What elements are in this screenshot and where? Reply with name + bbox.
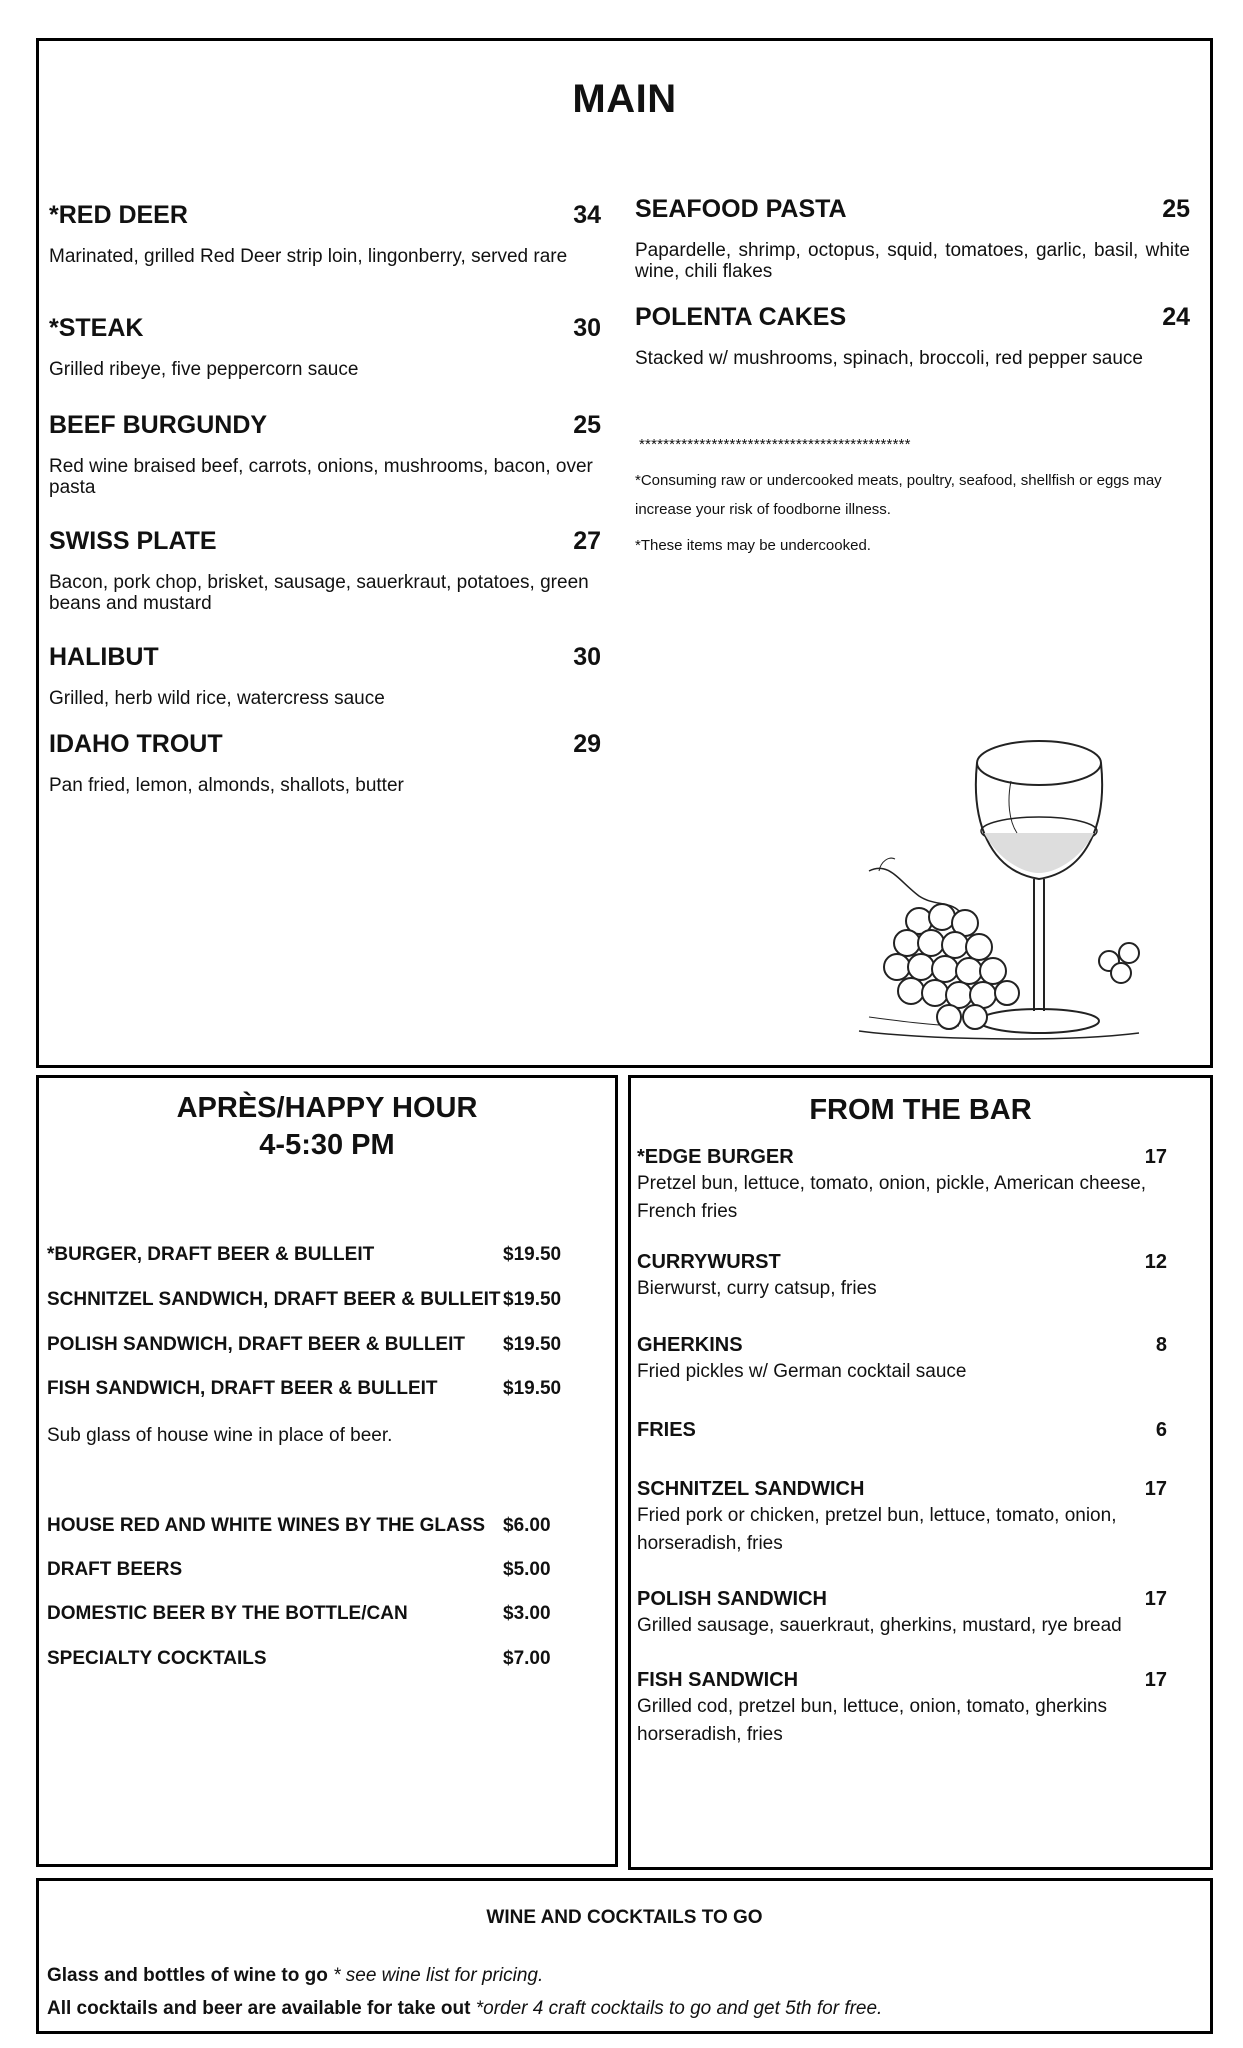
item-name: HALIBUT bbox=[49, 643, 159, 671]
bar-title: FROM THE BAR bbox=[809, 1094, 1032, 1126]
item-name: SWISS PLATE bbox=[49, 527, 217, 555]
item-name: BEEF BURGUNDY bbox=[49, 411, 268, 439]
item-name: FISH SANDWICH bbox=[637, 1669, 799, 1691]
undercooked-notice: *These items may be undercooked. bbox=[635, 537, 871, 554]
menu-item-seafood-pasta bbox=[635, 195, 1190, 282]
item-description: Grilled, herb wild rice, watercress sauce bbox=[49, 688, 385, 709]
bar-item-gherkins bbox=[637, 1334, 1167, 1386]
item-description: Marinated, grilled Red Deer strip loin, lingonberry, served rare bbox=[49, 246, 568, 267]
drink-price: $3.00 bbox=[503, 1603, 551, 1624]
drink-price: $5.00 bbox=[503, 1559, 551, 1580]
menu-item-swiss-plate bbox=[49, 527, 601, 614]
drink-price: $7.00 bbox=[503, 1648, 551, 1669]
item-description: Pretzel bun, lettuce, tomato, onion, pickle, American cheese, French fries bbox=[637, 1173, 1147, 1222]
happy-hour-title bbox=[39, 1090, 615, 1164]
combo-price: $19.50 bbox=[503, 1289, 562, 1310]
happy-hour-drink bbox=[47, 1515, 577, 1537]
item-name: SEAFOOD PASTA bbox=[635, 195, 847, 223]
combo-name: SCHNITZEL SANDWICH, DRAFT BEER & BULLEIT bbox=[47, 1289, 501, 1310]
bar-item-fries bbox=[637, 1419, 1167, 1442]
item-price: 24 bbox=[1162, 303, 1190, 331]
item-name: GHERKINS bbox=[637, 1334, 743, 1356]
happy-hour-combo bbox=[47, 1244, 577, 1266]
item-name: SCHNITZEL SANDWICH bbox=[637, 1478, 865, 1500]
item-description: Fried pork or chicken, pretzel bun, lettuce, tomato, onion, horseradish, fries bbox=[637, 1505, 1117, 1554]
item-name: FRIES bbox=[637, 1419, 696, 1441]
happy-hour-section bbox=[36, 1075, 618, 1867]
food-safety-notice: *Consuming raw or undercooked meats, poultry, seafood, shellfish or eggs may increase your risk of foodborne illness. bbox=[635, 472, 1162, 518]
item-price: 12 bbox=[1144, 1251, 1167, 1273]
happy-hour-drink bbox=[47, 1648, 577, 1670]
item-description: Bacon, pork chop, brisket, sausage, sauerkraut, potatoes, green beans and mustard bbox=[49, 572, 589, 614]
item-name: POLISH SANDWICH bbox=[637, 1588, 827, 1610]
item-price: 30 bbox=[573, 314, 601, 342]
bar-item-polish-sandwich bbox=[637, 1588, 1167, 1640]
item-price: 8 bbox=[1155, 1334, 1167, 1356]
drink-price: $6.00 bbox=[503, 1515, 551, 1536]
happy-hour-combo bbox=[47, 1378, 577, 1400]
item-name: POLENTA CAKES bbox=[635, 303, 847, 331]
wine-substitution-note: Sub glass of house wine in place of beer. bbox=[47, 1425, 393, 1446]
combo-name: FISH SANDWICH, DRAFT BEER & BULLEIT bbox=[47, 1378, 438, 1399]
item-price: 17 bbox=[1144, 1478, 1167, 1500]
wine-to-go-line bbox=[47, 1965, 543, 1987]
item-price: 29 bbox=[573, 730, 601, 758]
to-go-section bbox=[36, 1878, 1213, 2034]
menu-item-polenta-cakes bbox=[635, 303, 1190, 369]
item-price: 34 bbox=[573, 201, 601, 229]
drink-name: DOMESTIC BEER BY THE BOTTLE/CAN bbox=[47, 1603, 408, 1624]
menu-item-beef-burgundy bbox=[49, 411, 601, 498]
menu-item-halibut bbox=[49, 643, 601, 709]
menu-item-steak bbox=[49, 314, 601, 380]
item-price: 30 bbox=[573, 643, 601, 671]
happy-hour-time: 4-5:30 PM bbox=[259, 1129, 395, 1161]
combo-name: *BURGER, DRAFT BEER & BULLEIT bbox=[47, 1244, 375, 1265]
combo-price: $19.50 bbox=[503, 1244, 562, 1265]
combo-price: $19.50 bbox=[503, 1378, 562, 1399]
item-name: *RED DEER bbox=[49, 201, 188, 229]
bar-item-schnitzel-sandwich bbox=[637, 1478, 1167, 1558]
happy-hour-drink bbox=[47, 1603, 577, 1625]
item-price: 27 bbox=[573, 527, 601, 555]
happy-hour-combo bbox=[47, 1289, 577, 1311]
menu-item-red-deer bbox=[49, 201, 601, 267]
item-description: Grilled sausage, sauerkraut, gherkins, mustard, rye bread bbox=[637, 1615, 1122, 1636]
cocktails-to-go-note: *order 4 craft cocktails to go and get 5th for free. bbox=[470, 1998, 883, 2019]
cocktails-to-go-line bbox=[47, 1998, 882, 2020]
item-price: 6 bbox=[1155, 1419, 1167, 1441]
bar-item-edge-burger bbox=[637, 1146, 1167, 1226]
item-description: Grilled cod, pretzel bun, lettuce, onion, tomato, gherkins horseradish, fries bbox=[637, 1696, 1107, 1745]
item-name: IDAHO TROUT bbox=[49, 730, 223, 758]
bar-item-currywurst bbox=[637, 1251, 1167, 1303]
item-description: Bierwurst, curry catsup, fries bbox=[637, 1278, 877, 1299]
wine-to-go-note: * see wine list for pricing. bbox=[327, 1965, 544, 1986]
bar-item-fish-sandwich bbox=[637, 1669, 1167, 1749]
drink-name: DRAFT BEERS bbox=[47, 1559, 183, 1580]
combo-name: POLISH SANDWICH, DRAFT BEER & BULLEIT bbox=[47, 1334, 465, 1355]
happy-hour-drink bbox=[47, 1559, 577, 1581]
item-description: Stacked w/ mushrooms, spinach, broccoli, red pepper sauce bbox=[635, 348, 1143, 369]
drink-name: HOUSE RED AND WHITE WINES BY THE GLASS bbox=[47, 1515, 486, 1536]
item-description: Pan fried, lemon, almonds, shallots, butter bbox=[49, 775, 404, 796]
happy-hour-combo bbox=[47, 1334, 577, 1356]
drink-name: SPECIALTY COCKTAILS bbox=[47, 1648, 267, 1669]
item-price: 17 bbox=[1144, 1588, 1167, 1610]
happy-hour-title-line1: APRÈS/HAPPY HOUR bbox=[176, 1092, 478, 1124]
item-description: Papardelle, shrimp, octopus, squid, tomatoes, garlic, basil, white wine, chili flakes bbox=[635, 240, 1190, 282]
item-name: *EDGE BURGER bbox=[637, 1146, 794, 1168]
cocktails-to-go-text: All cocktails and beer are available for take out bbox=[47, 1998, 471, 2019]
to-go-title: WINE AND COCKTAILS TO GO bbox=[486, 1907, 763, 1928]
main-menu-section bbox=[36, 38, 1213, 1068]
wine-to-go-text: Glass and bottles of wine to go bbox=[47, 1965, 328, 1986]
divider-stars: ********************************************* bbox=[639, 436, 911, 453]
item-price: 25 bbox=[573, 411, 601, 439]
main-title: MAIN bbox=[572, 77, 677, 121]
item-name: CURRYWURST bbox=[637, 1251, 781, 1273]
item-price: 25 bbox=[1162, 195, 1190, 223]
item-description: Grilled ribeye, five peppercorn sauce bbox=[49, 359, 359, 380]
item-description: Fried pickles w/ German cocktail sauce bbox=[637, 1361, 967, 1382]
combo-price: $19.50 bbox=[503, 1334, 562, 1355]
wine-glass-grapes-illustration bbox=[839, 721, 1159, 1051]
item-price: 17 bbox=[1144, 1669, 1167, 1691]
item-description: Red wine braised beef, carrots, onions, mushrooms, bacon, over pasta bbox=[49, 456, 593, 498]
menu-item-idaho-trout bbox=[49, 730, 601, 796]
item-name: *STEAK bbox=[49, 314, 144, 342]
item-price: 17 bbox=[1144, 1146, 1167, 1168]
from-the-bar-section bbox=[628, 1075, 1213, 1870]
